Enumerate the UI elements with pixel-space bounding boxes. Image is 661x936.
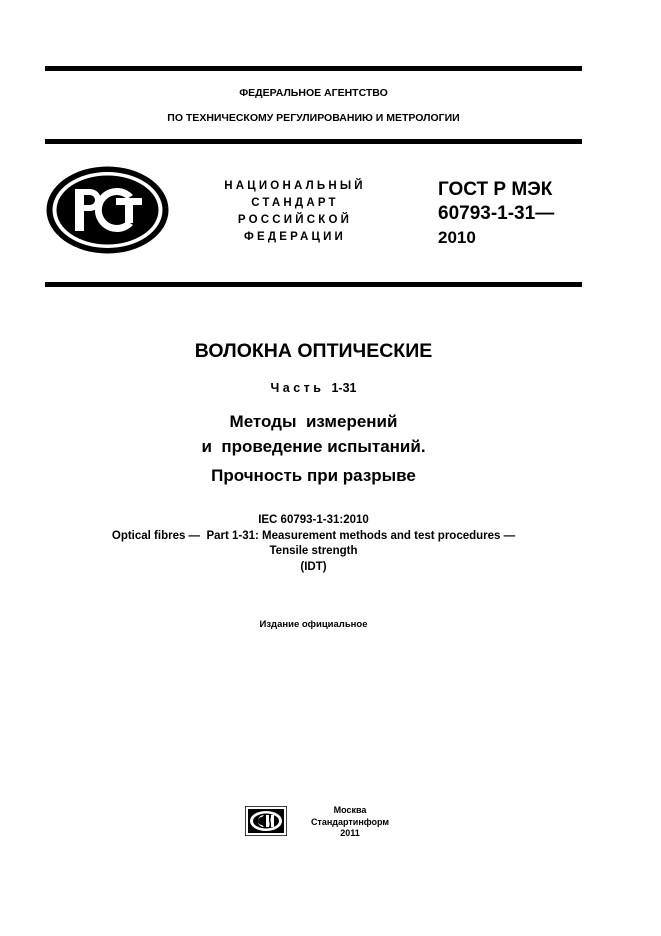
edition-label: Издание официальное (259, 619, 368, 630)
top-rule (45, 66, 582, 71)
publisher-name: Стандартинформ (310, 816, 390, 827)
designation-line-1: ГОСТ Р МЭК (438, 179, 553, 200)
rst-certification-mark-icon (45, 165, 170, 255)
national-standard-line-1: НАЦИОНАЛЬНЫЙ (224, 180, 366, 192)
national-standard-line-3: РОССИЙСКОЙ (237, 214, 353, 226)
designation-line-2: 60793-1-31— (438, 203, 555, 224)
subtitle-line-3: Прочность при разрыве (211, 466, 416, 485)
part-label (45, 381, 582, 395)
standartinform-logo-icon (245, 806, 287, 836)
part-number: 1-31 (331, 381, 357, 395)
part-word: Часть (270, 381, 325, 395)
logo-rule (45, 282, 582, 287)
iec-idt: (IDT) (300, 560, 327, 573)
iec-english-title-1: Optical fibres — Part 1-31: Measurement methods and test procedures — (111, 529, 516, 542)
subtitle-line-1: Методы измерений (229, 412, 398, 431)
subtitle-line-2: и проведение испытаний. (201, 437, 426, 456)
national-standard-line-2: СТАНДАРТ (251, 197, 339, 209)
national-standard-label (190, 178, 400, 246)
iec-ref: IEC 60793-1-31:2010 (258, 514, 369, 526)
header-rule (45, 139, 582, 144)
document-subtitle (45, 409, 582, 488)
agency-line-1: ФЕДЕРАЛЬНОЕ АГЕНТСТВО (239, 87, 388, 99)
national-standard-line-4: ФЕДЕРАЦИИ (243, 231, 347, 243)
document-title: ВОЛОКНА ОПТИЧЕСКИЕ (194, 340, 433, 362)
iec-english-title-2: Tensile strength (269, 545, 358, 557)
iec-reference (45, 513, 582, 575)
standard-designation (438, 178, 554, 250)
agency-line-2: ПО ТЕХНИЧЕСКОМУ РЕГУЛИРОВАНИЮ И МЕТРОЛОГИИ (167, 112, 460, 124)
designation-year: 2010 (438, 228, 476, 247)
publisher-city: Москва (333, 805, 367, 815)
publisher-year: 2011 (340, 828, 360, 838)
publisher-info (300, 805, 400, 840)
